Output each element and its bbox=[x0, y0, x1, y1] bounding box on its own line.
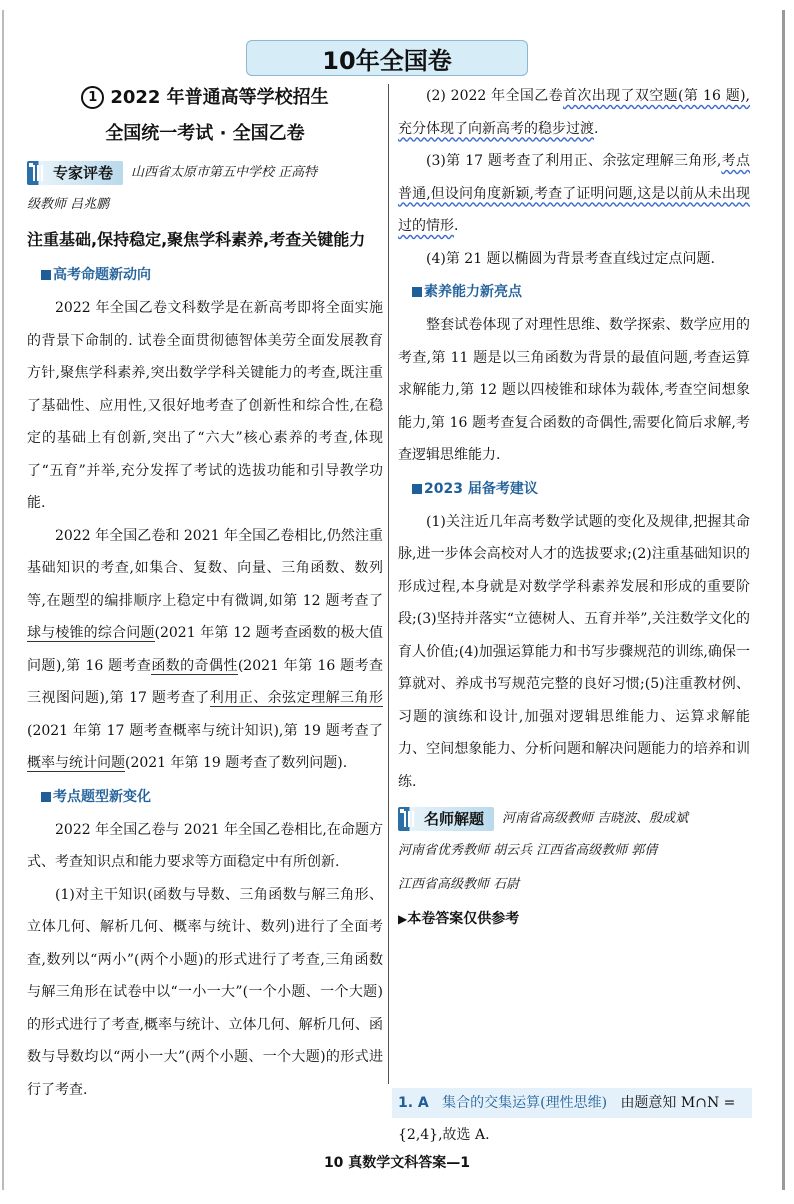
teachers-label-text: 名师解题 bbox=[424, 809, 485, 828]
label-stripes-icon bbox=[404, 811, 414, 827]
paragraph: 整套试卷体现了对理性思维、数学探索、数学应用的考查,第 11 题是以三角函数为背景的最值问题,考查运算求解能力,第 12 题以四棱锥和球体为载体,考查空间想象能力,第 16 题考查复合函数的奇偶性,需要化简后求解,考查逻辑思维能力. bbox=[398, 317, 750, 463]
column-divider bbox=[388, 84, 389, 1084]
left-column bbox=[27, 80, 383, 1179]
page-edge-left bbox=[2, 10, 4, 1190]
section-title-trends: 高考命题新动向 bbox=[27, 258, 383, 292]
expert-author-cont: 级教师 吕兆鹏 bbox=[27, 197, 110, 212]
section-title-advice: 2023 届备考建议 bbox=[398, 472, 750, 506]
expert-review-header bbox=[27, 158, 383, 188]
paragraph-double-blank: (2) 2022 年全国乙卷首次出现了双空题(第 16 题),充分体现了向新高考的稳步过渡. bbox=[398, 88, 750, 137]
exam-title-line2: 全国统一考试 · 全国乙卷 bbox=[105, 123, 305, 144]
highlighted-text: 考点普通,但设问角度新颖,考查了证明问题,这是以前从未出现过的情形 bbox=[398, 153, 750, 234]
paragraph-q17: (3)第 17 题考查了利用正、余弦定理解三角形,考点普通,但设问角度新颖,考查了证明问题,这是以前从未出现过的情形. bbox=[398, 153, 750, 234]
answer-number: 1. A bbox=[398, 1095, 429, 1111]
page-footer: 10 真数学文科答案—1 bbox=[323, 1155, 471, 1171]
answer-1 bbox=[398, 1087, 750, 1151]
underlined-topic: 函数的奇偶性 bbox=[151, 657, 238, 674]
teacher-line1: 河南省高级教师 吉晓波、殷成斌 bbox=[502, 810, 689, 826]
review-headline: 注重基础,保持稳定,聚焦学科素养,考查关键能力 bbox=[27, 230, 366, 249]
teacher-line3: 江西省高级教师 石尉 bbox=[398, 877, 520, 892]
exam-title-text: 2022 年普通高等学校招生 bbox=[110, 87, 329, 108]
right-column-body bbox=[398, 80, 750, 936]
section-title-changes: 考点题型新变化 bbox=[27, 780, 383, 814]
page-title-banner: 10年全国卷 bbox=[246, 40, 528, 76]
answer-text: 由题意知 M∩N = bbox=[620, 1095, 736, 1111]
highlighted-text: 首次出现了双空题(第 16 题),充分体现了向新高考的稳步过渡 bbox=[398, 88, 750, 137]
teacher-line2: 河南省优秀教师 胡云兵 江西省高级教师 郭倩 bbox=[398, 843, 658, 858]
answer-knowledge-point: 集合的交集运算(理性思维) bbox=[442, 1095, 608, 1111]
exam-number-badge: 1 bbox=[81, 86, 104, 109]
underlined-topic: 利用正、余弦定理解三角形 bbox=[209, 690, 383, 706]
paragraph-main-knowledge: (1)对主干知识(函数与导数、三角函数与解三角形、立体几何、解析几何、概率与统计、数列)进行了全面考查,数列以“两小”(两个小题)的形式进行了考查,三角函数与解三角形在试卷中以“一小一大”(一个小题、一个大题)的形式进行了考查,概率与统计、立体几何、解析几何、函数与导数均以“两小一大”(两个小题、一个大题)的形式进行了考查. bbox=[27, 886, 383, 1098]
answer-note: ▶本卷答案仅供参考 bbox=[398, 911, 520, 927]
paragraph: 2022 年全国乙卷与 2021 年全国乙卷相比,在命题方式、考查知识点和能力要求等方面稳定中有所创新. bbox=[27, 821, 383, 870]
answer-text-cont: {2,4},故选 A. bbox=[398, 1127, 490, 1143]
paragraph-comparison: 2022 年全国乙卷和 2021 年全国乙卷相比,仍然注重基础知识的考查,如集合、复数、向量、三角函数、数列等,在题型的编排顺序上稳定中有微调,如第 12 题考查了球与棱锥的综合问题(2021 年第 12 题考查函数的极大值问题),第 16 题考查函数的奇偶性(2021 年第 16 题考查三视图问题),第 17 题考查了利用正、余弦定理解三角形(2021 年第 17 题考查概率与统计知识),第 19 题考查了概率与统计问题(2021 年第 19 题考查了数列问题). bbox=[27, 527, 383, 771]
teachers-label bbox=[398, 807, 494, 831]
right-column bbox=[398, 0, 750, 80]
teachers-header bbox=[398, 804, 750, 834]
paragraph-q21: (4)第 21 题以椭圆为背景考查直线过定点问题. bbox=[426, 250, 715, 267]
exam-title-line1 bbox=[27, 80, 383, 116]
paragraph: (1)关注近几年高考数学试题的变化及规律,把握其命脉,进一步体会高校对人才的选拔要求;(2)注重基础知识的形成过程,本身就是对数学学科素养发展和形成的重要阶段;(3)坚持并落实“立德树人、五育并举”,关注数学文化的育人价值;(4)加强运算能力和书写步骤规范的训练,确保一算就对、养成书写规范完整的良好习惯;(5)注重教材例、习题的演练和设计,加强对逻辑思维能力、运算求解能力、空间想象能力、分析问题和解决问题能力的培养和训练. bbox=[398, 513, 750, 790]
paragraph: 2022 年全国乙卷文科数学是在新高考即将全面实施的背景下命制的. 试卷全面贯彻德智体美劳全面发展教育方针,聚焦学科素养,突出数学学科关键能力的考查,既注重了基础性、应用性,又很好地考查了创新性和综合性,在稳定的基础上有创新,突出了“六大”核心素养的考查,体现了“五育”并举,充分发挥了考试的选拔功能和引导教学功能. bbox=[27, 300, 383, 511]
expert-review-label-text: 专家评卷 bbox=[53, 163, 114, 182]
page-edge-right bbox=[782, 10, 785, 1190]
underlined-topic: 球与棱锥的综合问题 bbox=[27, 625, 155, 641]
section-title-literacy: 素养能力新亮点 bbox=[398, 275, 750, 309]
expert-review-label bbox=[27, 161, 123, 185]
label-stripes-icon bbox=[33, 165, 43, 181]
triangle-icon: ▶ bbox=[398, 912, 408, 926]
expert-author: 山西省太原市第五中学校 正高特 bbox=[131, 164, 318, 180]
underlined-topic: 概率与统计问题 bbox=[27, 755, 125, 771]
